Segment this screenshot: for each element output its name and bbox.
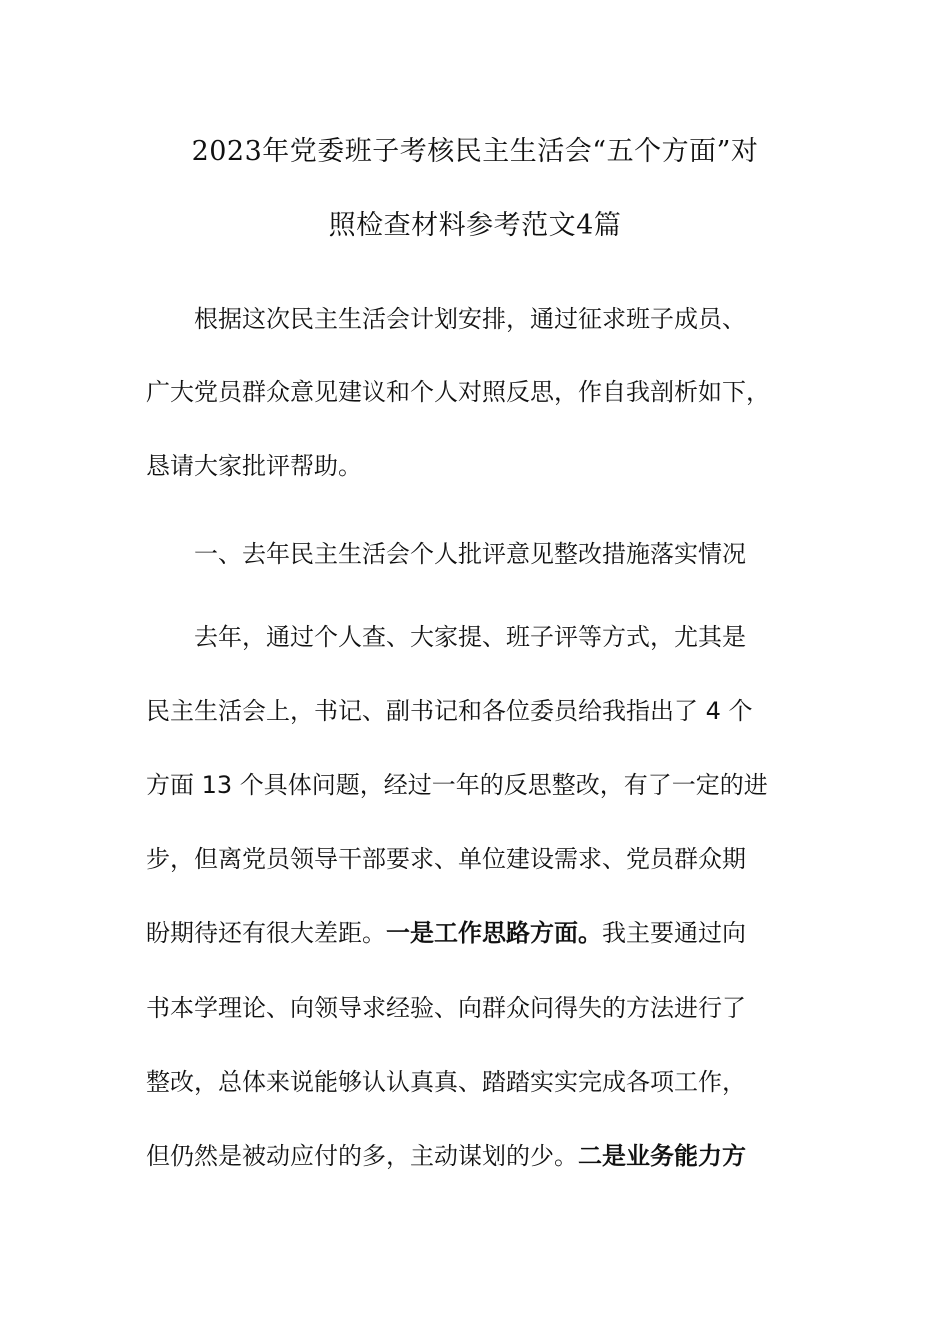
- body-line-6: 书本学理论、向领导求经验、向群众问得失的方法进行了: [146, 994, 746, 1022]
- point-one-heading: 一是工作思路方面。: [386, 919, 602, 947]
- body-line-5-text: 盼期待还有很大差距。: [146, 919, 386, 947]
- intro-line-3: 恳请大家批评帮助。: [146, 452, 362, 480]
- body-line-7: 整改，总体来说能够认认真真、踏踏实实完成各项工作，: [146, 1068, 746, 1096]
- body-line-4: 步，但离党员领导干部要求、单位建设需求、党员群众期: [146, 845, 746, 873]
- body-line-8-text: 但仍然是被动应付的多，主动谋划的少。: [146, 1142, 578, 1170]
- body-line-3: 方面 13 个具体问题，经过一年的反思整改，有了一定的进: [146, 771, 768, 799]
- intro-line-1: 根据这次民主生活会计划安排，通过征求班子成员、: [194, 305, 746, 333]
- point-two-heading: 二是业务能力方: [578, 1142, 746, 1170]
- body-line-2: 民主生活会上，书记、副书记和各位委员给我指出了 4 个: [146, 697, 753, 725]
- document-title-line-2: 照检查材料参考范文4篇: [328, 210, 622, 241]
- body-line-5: [146, 915, 746, 951]
- body-line-8: [146, 1138, 746, 1174]
- body-line-1: 去年，通过个人查、大家提、班子评等方式，尤其是: [194, 623, 746, 651]
- document-title-line-1: 2023年党委班子考核民主生活会“五个方面”对: [191, 136, 759, 167]
- body-line-5-tail: 我主要通过向: [602, 919, 746, 947]
- section-heading: 一、去年民主生活会个人批评意见整改措施落实情况: [194, 540, 746, 568]
- intro-line-2: 广大党员群众意见建议和个人对照反思，作自我剖析如下，: [146, 378, 770, 406]
